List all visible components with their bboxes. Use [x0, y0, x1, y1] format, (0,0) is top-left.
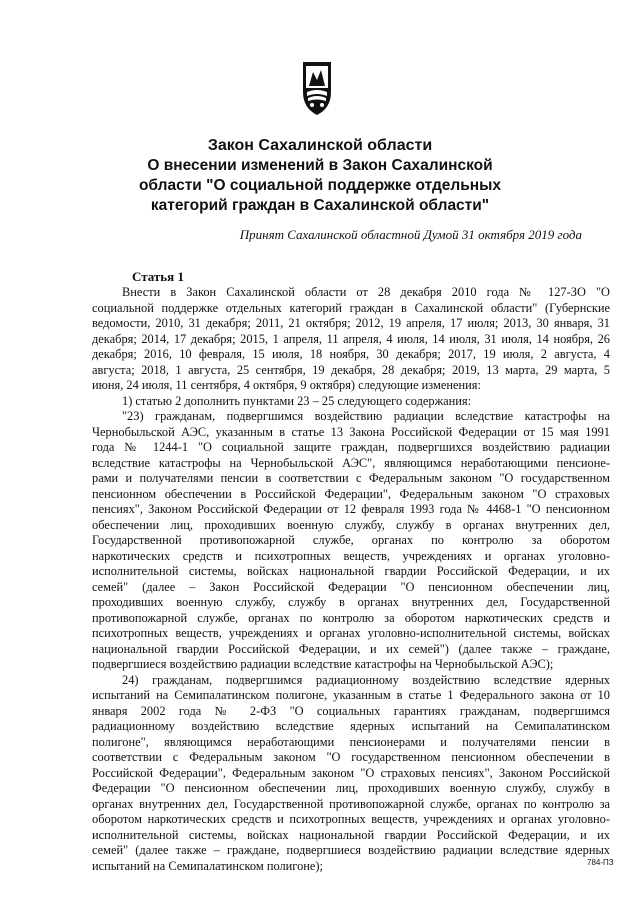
text-line: Российской Федерации", Федеральным законом "О страховых пенсиях", Законом Российской	[92, 765, 610, 780]
text-line: августа; 2018, 1 августа, 25 сентября, 19 декабря, 28 декабря; 2019, 13 марта, 29 марта, 5	[92, 362, 610, 377]
text-line: "23) гражданам, подвергшимся воздействию радиации вследствие катастрофы на	[122, 409, 610, 423]
text-line: органах внутренних дел, Государственной противопожарной службе, органах по контролю за	[92, 796, 610, 811]
text-line: пенсиях", Законом Российской Федерации от 12 февраля 1993 года № 4468-1 "О пенсионном	[92, 502, 610, 516]
text-line: радиационному воздействию вследствие ядерных испытаний на Семипалатинском	[92, 719, 610, 733]
text-line: проходивших военную службу, службу в органах внутренних дел, Государственной	[92, 595, 610, 609]
law-title-line-4: категорий граждан в Сахалинской области"	[150, 197, 490, 214]
text-line: пенсионном обеспечении в Российской Федерации", Федеральным законом "О страховых	[92, 486, 610, 501]
text-line: полигоне", являющимся неработающими пенсионерами и получателями пенсии в	[92, 734, 610, 749]
text-line: исполнительной системы, войсках национальной гвардии Российской Федерации, и их	[92, 564, 610, 578]
adoption-note: Принят Сахалинской областной Думой 31 октября 2019 года	[239, 227, 582, 242]
text-line: соответствии с Федеральным законом "О государственном пенсионном обеспечении в	[92, 750, 610, 764]
text-line: ведомости, 2010, 31 декабря; 2011, 21 октября; 2012, 19 апреля, 17 июля; 2013, 30 января, 31	[92, 316, 610, 330]
text-line: Чернобыльской АЭС, указанным в статье 13 Закона Российской Федерации от 15 мая 1991	[92, 424, 610, 439]
text-line: обеспечении лиц, проходивших военную службу, службу в органах внутренних дел,	[92, 517, 610, 532]
text-line: Внести в Закон Сахалинской области от 28 декабря 2010 года № 127-ЗО "О	[122, 285, 610, 299]
text-line: противопожарной службе, органах по контролю за оборотом наркотических средств и	[92, 610, 610, 625]
text-line: наркотических средств и психотропных веществ, учреждениях и органах уголовно-	[92, 548, 610, 563]
law-title-line-1: Закон Сахалинской области	[207, 137, 433, 154]
text-line: января 2002 года № 2-ФЗ "О социальных гарантиях гражданам, подвергшимся	[92, 703, 610, 718]
document-code: 784-ПЗ	[587, 858, 614, 867]
text-line: Государственной противопожарной службе, органах по контролю за оборотом	[92, 533, 610, 547]
text-line: испытаний на Семипалатинском полигоне, указанным в статье 1 Федерального закона от 10	[92, 688, 610, 702]
text-line: оборотом наркотических средств и психотропных веществ, учреждениях и органах уголовно-	[92, 812, 610, 826]
law-title-line-3: области "О социальной поддержке отдельных	[138, 177, 502, 194]
text-line: испытаний на Семипалатинском полигоне);	[92, 858, 323, 873]
text-line: года № 1244-1 "О социальной защите граждан, подвергшихся воздействию радиации	[92, 440, 610, 454]
text-line: рами и получателями пенсии в соответствии с Федеральным законом "О государственном	[92, 471, 610, 485]
text-line: вследствие катастрофы на Чернобыльской АЭС", являющимся неработающими пенсионе-	[92, 455, 610, 470]
text-line: подвергшиеся воздействию радиации вследствие катастрофы на Чернобыльской АЭС);	[92, 657, 554, 671]
text-line: семей" (далее также – граждане, подвергшиеся воздействию радиации вследствие ядерных	[92, 843, 610, 857]
text-line: национальной гвардии Российской Федерации, и их семей") (далее также – граждане,	[92, 641, 610, 656]
text-line: исполнительной системы, войсках национальной гвардии Российской Федерации, и их	[92, 827, 610, 842]
law-title-line-2: О внесении изменений в Закон Сахалинской	[147, 157, 493, 174]
article-title: Статья 1	[132, 269, 184, 284]
text-line: социальной поддержке отдельных категорий граждан в Сахалинской области" (Губернские	[92, 300, 610, 315]
law-title	[100, 136, 540, 216]
text-line: психотропных веществ, учреждениях и органах уголовно-исполнительной системы, войсках	[92, 626, 610, 640]
document-body	[92, 285, 610, 874]
text-line: июня, 24 июля, 11 сентября, 4 октября, 9 октября) следующие изменения:	[92, 378, 481, 392]
text-line: Федерации "О пенсионном обеспечении лиц, проходивших военную службу, службу в	[92, 781, 610, 795]
coat-of-arms-emblem	[300, 58, 334, 118]
text-line: семей" (далее – Закон Российской Федерации "О пенсионном обеспечении лиц,	[92, 579, 610, 594]
text-line: декабря; 2014, 17 декабря; 2015, 1 апреля, 11 апреля, 4 июля, 14 июля, 31 июля, 14 ноября, 26	[92, 331, 610, 346]
text-line: декабря; 2016, 10 февраля, 15 июля, 18 ноября, 30 декабря; 2017, 19 июля, 2 августа, 4	[92, 347, 610, 361]
text-line: 24) гражданам, подвергшимся радиационному воздействию вследствие ядерных	[122, 672, 610, 687]
text-line: 1) статью 2 дополнить пунктами 23 – 25 следующего содержания:	[122, 393, 472, 408]
